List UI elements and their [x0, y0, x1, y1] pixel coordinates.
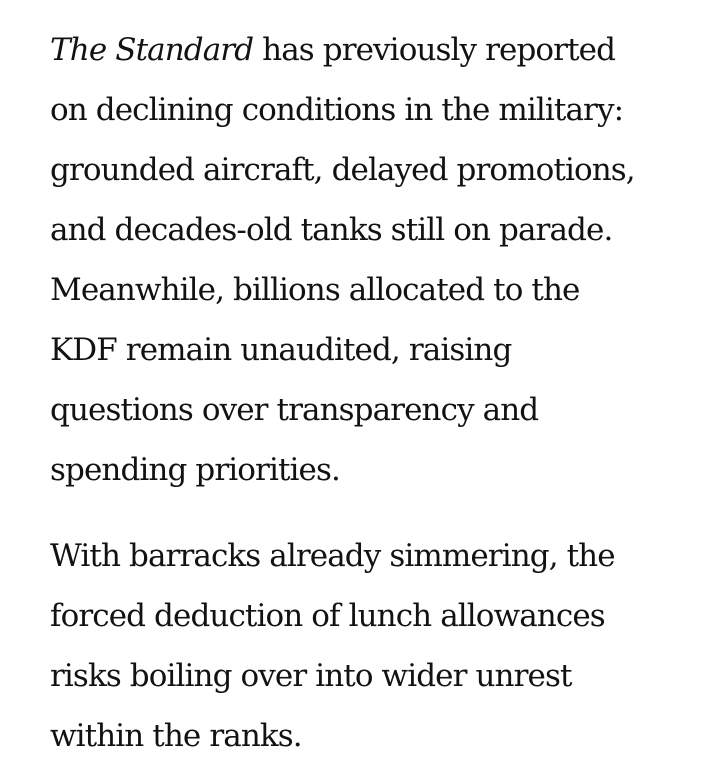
paragraph-1-line-1	[50, 20, 690, 80]
paragraph-1-line-3: grounded aircraft, delayed promotions,	[50, 152, 635, 188]
paragraph-1-line-2: on declining conditions in the military:	[50, 92, 624, 128]
paragraph-2	[50, 526, 690, 766]
paragraph-1-line-1-text: has previously reported	[253, 32, 616, 68]
paragraph-2-line-4: within the ranks.	[50, 718, 302, 754]
paragraph-1-line-6: KDF remain unaudited, raising	[50, 332, 512, 368]
paragraph-2-line-3: risks boiling over into wider unrest	[50, 658, 572, 694]
paragraph-1-line-7: questions over transparency and	[50, 392, 539, 428]
publication-name: The Standard	[50, 32, 254, 68]
paragraph-2-line-1: With barracks already simmering, the	[50, 538, 615, 574]
paragraph-1-line-4: and decades-old tanks still on parade.	[50, 212, 613, 248]
paragraph-1	[50, 20, 690, 500]
paragraph-2-line-2: forced deduction of lunch allowances	[50, 598, 605, 634]
paragraph-1-line-8: spending priorities.	[50, 452, 340, 488]
paragraph-1-line-5: Meanwhile, billions allocated to the	[50, 272, 580, 308]
article-body	[50, 20, 690, 766]
